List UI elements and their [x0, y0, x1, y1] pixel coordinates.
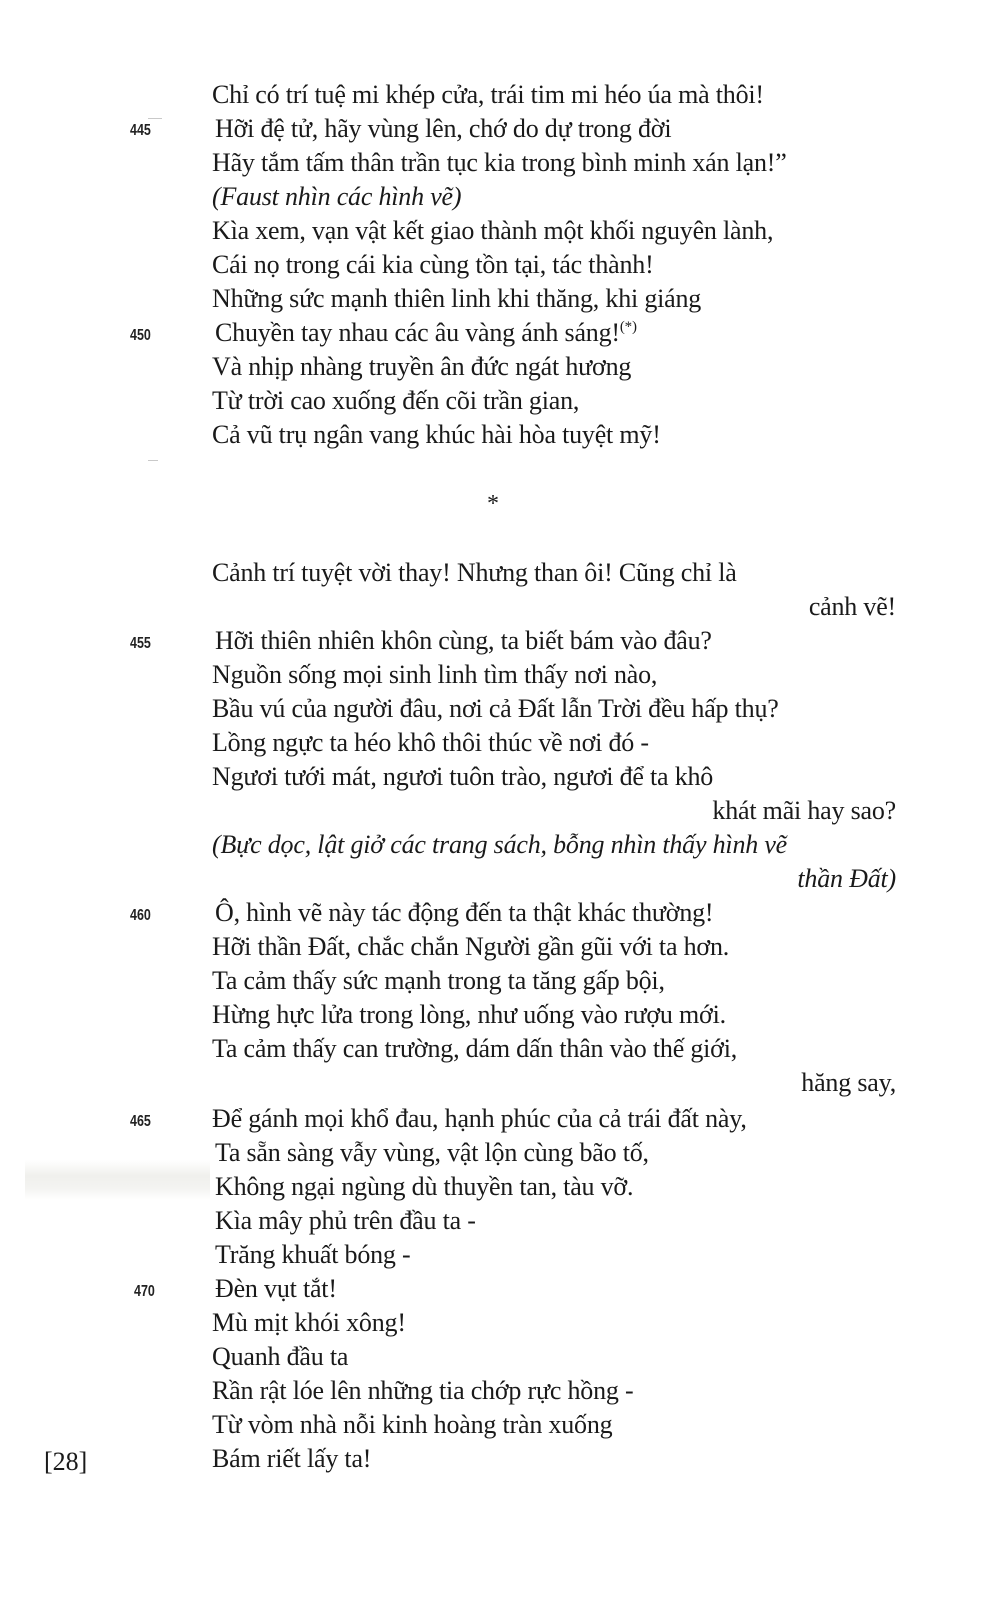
line-number: 455	[130, 635, 151, 652]
verse-line: Hỡi đệ tử, hãy vùng lên, chớ do dự trong đời	[215, 114, 672, 143]
verse-line: Ngươi tưới mát, ngươi tuôn trào, ngươi để ta khô	[212, 762, 714, 791]
verse-line: Quanh đầu ta	[212, 1342, 349, 1371]
line-number: 460	[130, 907, 151, 924]
scan-speck	[148, 118, 162, 119]
verse-line: Ta cảm thấy sức mạnh trong ta tăng gấp bội,	[212, 966, 665, 995]
verse-line: Rần rật lóe lên những tia chớp rực hồng -	[212, 1376, 634, 1405]
verse-line-continuation: hăng say,	[801, 1068, 896, 1097]
verse-line: Kìa mây phủ trên đầu ta -	[215, 1206, 476, 1235]
verse-text: Chuyền tay nhau các âu vàng ánh sáng!	[215, 318, 620, 347]
scan-shadow	[25, 1160, 210, 1200]
verse-line: Từ trời cao xuống đến cõi trần gian,	[212, 386, 580, 415]
scan-speck	[148, 460, 158, 461]
verse-line: Đèn vụt tắt!	[215, 1274, 337, 1303]
verse-line-continuation: khát mãi hay sao?	[712, 796, 896, 825]
verse-line: Ta sẵn sàng vẫy vùng, vật lộn cùng bão tố,	[215, 1138, 649, 1167]
verse-line-continuation: cảnh vẽ!	[808, 592, 896, 621]
footnote-marker: (*)	[619, 319, 637, 335]
verse-line: Hãy tắm tấm thân trần tục kia trong bình minh xán lạn!”	[212, 148, 787, 177]
verse-line: Hỡi thần Đất, chắc chắn Người gần gũi với ta hơn.	[212, 932, 730, 961]
verse-line: Và nhịp nhàng truyền ân đức ngát hương	[212, 352, 632, 381]
verse-line: Mù mịt khói xông!	[212, 1308, 406, 1337]
line-number: 450	[130, 327, 151, 344]
verse-line: Hỡi thiên nhiên khôn cùng, ta biết bám vào đâu?	[215, 626, 712, 655]
stage-direction-continuation: thần Đất)	[797, 864, 896, 893]
verse-line: Bám riết lấy ta!	[212, 1444, 372, 1473]
line-number: 445	[130, 122, 151, 139]
section-divider: *	[487, 491, 499, 517]
line-number: 465	[130, 1113, 151, 1130]
line-number: 470	[134, 1283, 155, 1300]
page-number: [28]	[44, 1447, 88, 1476]
verse-line: Bầu vú của người đâu, nơi cả Đất lẫn Trời đều hấp thụ?	[212, 694, 779, 723]
verse-line-with-footnote	[215, 318, 637, 348]
verse-line: Ta cảm thấy can trường, dám dấn thân vào thế giới,	[212, 1034, 738, 1063]
verse-line: Cả vũ trụ ngân vang khúc hài hòa tuyệt mỹ!	[212, 420, 661, 449]
verse-line: Trăng khuất bóng -	[215, 1240, 411, 1269]
verse-line: Lồng ngực ta héo khô thôi thúc về nơi đó -	[212, 728, 649, 757]
verse-line: Không ngại ngùng dù thuyền tan, tàu vỡ.	[215, 1172, 634, 1201]
verse-line: Nguồn sống mọi sinh linh tìm thấy nơi nào,	[212, 660, 658, 689]
verse-line: Hừng hực lửa trong lòng, như uống vào rượu mới.	[212, 1000, 726, 1029]
verse-line: Những sức mạnh thiên linh khi thăng, khi giáng	[212, 284, 702, 313]
verse-line: Cảnh trí tuyệt vời thay! Nhưng than ôi! Cũng chỉ là	[212, 558, 737, 587]
verse-line: Chỉ có trí tuệ mi khép cửa, trái tim mi héo úa mà thôi!	[212, 80, 764, 109]
stage-direction: (Bực dọc, lật giở các trang sách, bỗng nhìn thấy hình vẽ	[212, 830, 788, 859]
verse-line: Từ vòm nhà nỗi kinh hoàng tràn xuống	[212, 1410, 613, 1439]
verse-line: Kìa xem, vạn vật kết giao thành một khối nguyên lành,	[212, 216, 774, 245]
verse-line: Để gánh mọi khổ đau, hạnh phúc của cả trái đất này,	[212, 1104, 747, 1133]
stage-direction: (Faust nhìn các hình vẽ)	[212, 182, 462, 211]
verse-line: Ô, hình vẽ này tác động đến ta thật khác thường!	[215, 898, 714, 927]
verse-line: Cái nọ trong cái kia cùng tồn tại, tác thành!	[212, 250, 654, 279]
